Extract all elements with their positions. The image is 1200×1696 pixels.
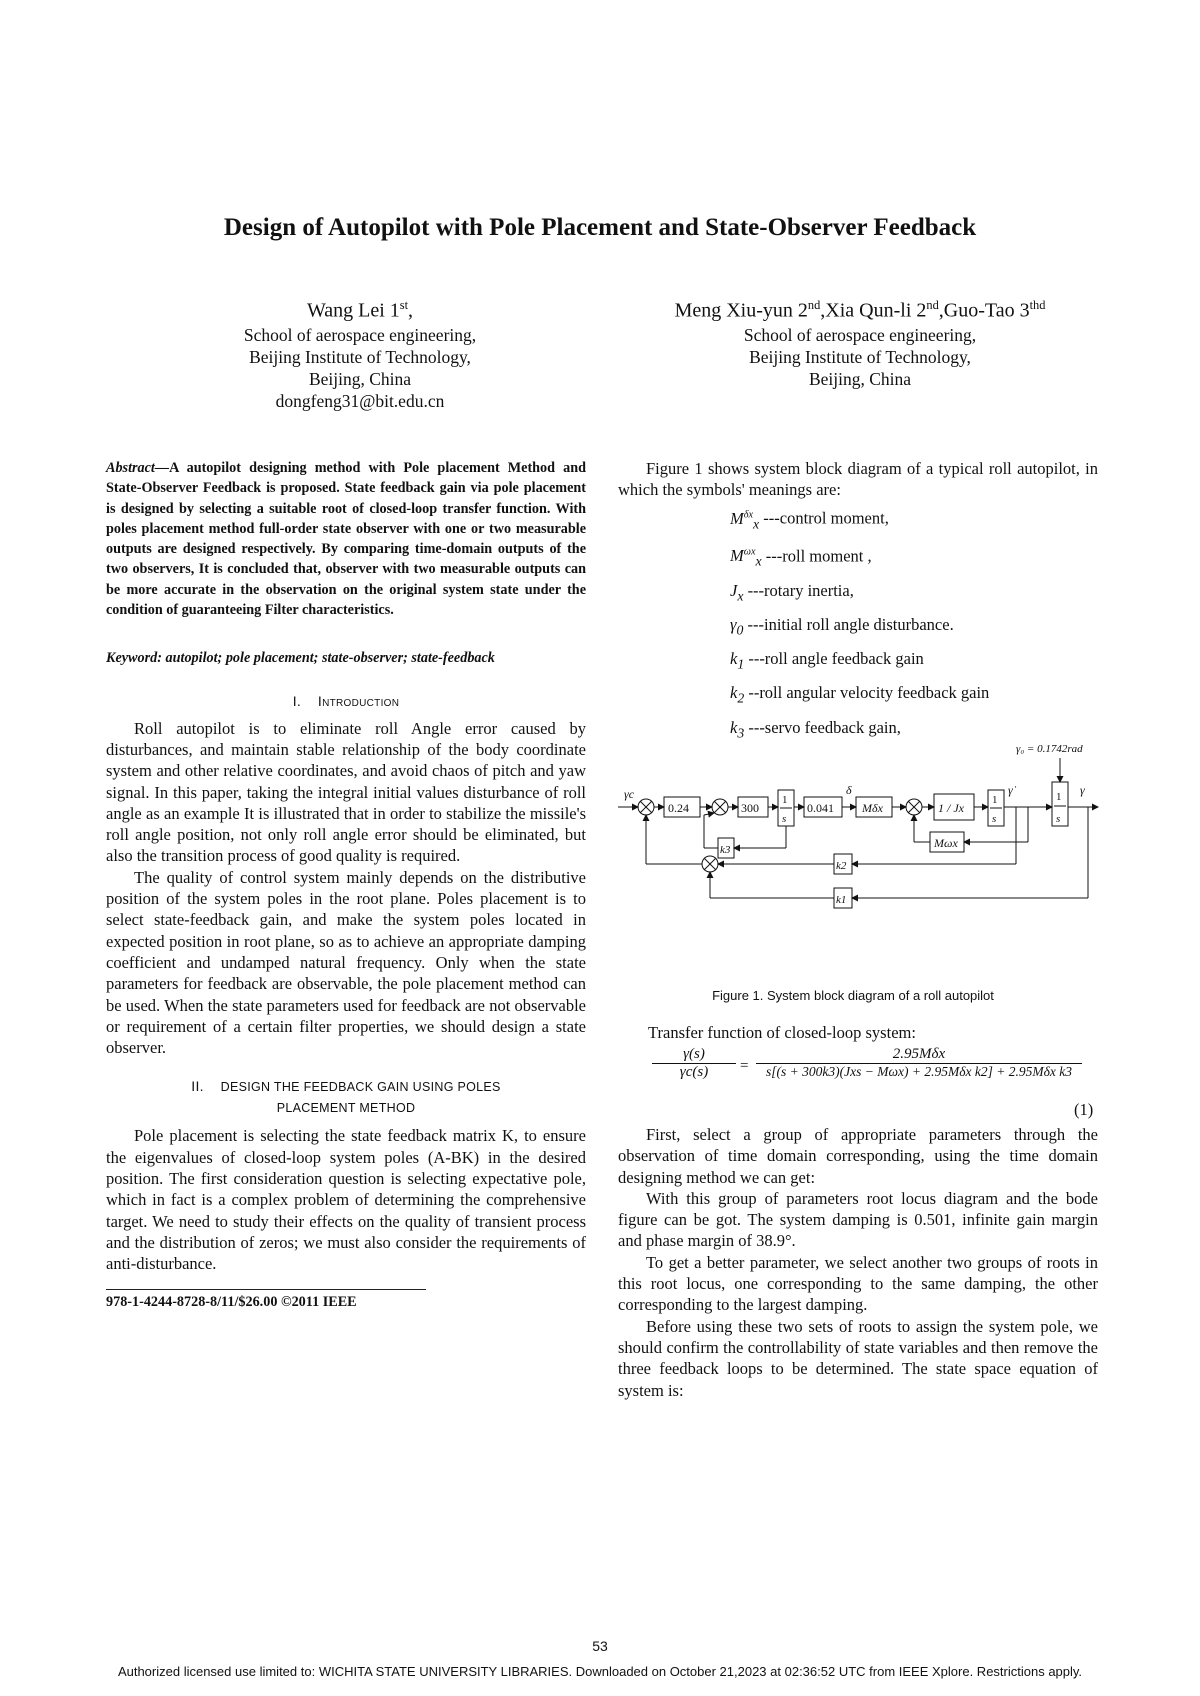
section-heading-2: II. DESIGN THE FEEDBACK GAIN USING POLES PLACEMENT METHOD	[191, 1078, 501, 1116]
eq-rhs	[756, 1046, 1082, 1080]
paragraph: First, select a group of appropriate parameters through the observation of time domain corresponding, using the time domain designing method we can get:	[618, 1125, 1098, 1187]
k3-label: k3	[720, 844, 731, 856]
license-notice: Authorized licensed use limited to: WICHITA STATE UNIVERSITY LIBRARIES. Downloaded on October 21,2023 at 02:36:52 UTC from IEEE Xplore. Restrictions apply.	[117, 1664, 1083, 1679]
symbol-item: $\gamma_0$ ---initial roll angle disturbance.	[730, 614, 954, 638]
section-1-body	[106, 718, 586, 1059]
summing-junction-3	[906, 799, 922, 815]
page-number: 53	[592, 1638, 608, 1654]
summing-junction-1	[638, 799, 654, 815]
gamma-dot-label: γ̇	[1008, 783, 1013, 797]
affiliation-line: School of aerospace engineering,	[243, 324, 477, 345]
gain-3-label: 0.041	[807, 801, 834, 815]
section-2-body	[106, 1125, 586, 1274]
footnote-divider	[106, 1289, 426, 1290]
delta-label: δ	[846, 783, 852, 797]
symbol-list	[730, 500, 1100, 747]
author-name-1: Wang Lei 1st,	[306, 298, 414, 322]
symbol-item: $k_2$ --roll angular velocity feedback gain	[730, 683, 990, 706]
section-heading-1: I. Introduction	[292, 692, 400, 709]
copyright-notice: 978-1-4244-8728-8/11/$26.00 ©2011 IEEE	[106, 1293, 357, 1310]
k1-label: k1	[836, 894, 847, 906]
inertia-label: 1 / Jx	[938, 801, 964, 815]
integrator-num: 1	[992, 794, 998, 806]
right-column-intro	[618, 458, 1098, 501]
author-block-1	[170, 292, 550, 412]
gain-2-label: 300	[741, 801, 759, 815]
paragraph: Roll autopilot is to eliminate roll Angle error caused by disturbances, and maintain stable relationship of the body coordinate system and other relative coordinates, and avoid chaos of pitch and yaw signal. In this paper, taking the integral initial values disturbance of roll angle as an example It is illustrated that in order to stabilize the missile's roll angle position, not only roll angle error should be eliminated, but also the transition process of good quality is required.	[106, 718, 586, 866]
abstract: Abstract—A autopilot designing method with Pole placement Method and State-Observer Feedback is proposed. State feedback gain via pole placement is designed by selecting a suitable root of closed-loop transfer function. With poles placement method full-order state observer with one or two measurable outputs are designed respectively. By comparing time-domain outputs of the two observers, It is concluded that, observer with two measurable outputs can be more accurate in the observation on the original system state under the condition of guaranteeing Filter characteristics.	[106, 460, 586, 619]
block-diagram	[618, 736, 1104, 926]
disturbance-label: γ₀ = 0.1742rad	[1016, 743, 1083, 755]
eq-lhs-num: γ(s)	[683, 1046, 705, 1062]
author-block-2	[630, 292, 1090, 390]
integrator-den: s	[1056, 813, 1061, 825]
affiliation-line: School of aerospace engineering,	[743, 324, 977, 345]
paragraph: To get a better parameter, we select another two groups of roots in this root locus, one corresponding to the same damping, the other corresponding to the largest damping.	[618, 1252, 1098, 1315]
summing-junction-4	[702, 856, 718, 872]
paragraph: Figure 1 shows system block diagram of a typical roll autopilot, in which the symbols' meanings are:	[618, 459, 1098, 500]
symbol-item: $M^{\delta x}_x$ ---control moment,	[730, 508, 889, 531]
integrator-den: s	[782, 813, 787, 825]
eq-lhs-den: γc(s)	[652, 1063, 736, 1081]
integrator-den: s	[992, 813, 997, 825]
paragraph: Pole placement is selecting the state feedback matrix K, to ensure the eigenvalues of closed-loop system poles (A-BK) in the desired position. The first consideration question is selecting expectative pole, which in fact is a complex problem of determining the comprehensive target. We need to study their effects on the quality of transient process and the distribution of zeros; we must also consider the requirements of anti-disturbance.	[106, 1126, 586, 1274]
paragraph: The quality of control system mainly depends on the distributive position of the system poles in the root plane. Poles placement is to select state-feedback gain, and make the system poles located in expected position in root plane, so as to achieve an appropriate damping coefficient and undamped natural frequency. Only when the state parameters for feedback are observable, the pole placement method can be used. When the state parameters used for feedback are not observable or requirement of a certain filter properties, we should design a state observer.	[106, 867, 586, 1058]
integrator-num: 1	[782, 794, 788, 806]
k2-label: k2	[836, 860, 847, 872]
paragraph: Before using these two sets of roots to assign the system pole, we should confirm the controllability of state variables and then remove the three feedback loops to be determined. The state space equation of system is:	[618, 1316, 1098, 1400]
control-moment-label: Mδx	[862, 801, 883, 815]
figure-caption: Figure 1. System block diagram of a roll autopilot	[712, 988, 994, 1003]
output-label: γ	[1080, 783, 1085, 797]
eq-equals: =	[740, 1058, 749, 1074]
eq-lhs	[652, 1046, 736, 1081]
symbol-item: $M^{\omega x}_x$ ---roll moment ,	[730, 546, 872, 569]
input-label: γc	[624, 787, 635, 801]
affiliation-line: Beijing Institute of Technology,	[749, 346, 971, 367]
affiliation-line: Beijing, China	[808, 368, 912, 389]
author-email: dongfeng31@bit.edu.cn	[275, 390, 445, 411]
eq-rhs-num: 2.95Mδx	[892, 1046, 946, 1062]
affiliation-line: Beijing Institute of Technology,	[249, 346, 471, 367]
gain-1-label: 0.24	[668, 801, 689, 815]
eq-rhs-den: s[(s + 300k3)(Jxs − Mωx) + 2.95Mδx k2] + 2.95Mδx k3	[756, 1063, 1082, 1080]
summing-junction-2	[712, 799, 728, 815]
symbol-item: $k_1$ ---roll angle feedback gain	[730, 649, 924, 672]
paragraph: With this group of parameters root locus diagram and the bode figure can be got. The system damping is 0.501, infinite gain margin and phase margin of 38.9°.	[618, 1188, 1098, 1251]
right-column-body	[618, 1124, 1098, 1401]
equation-number: (1)	[1074, 1100, 1094, 1119]
integrator-num: 1	[1056, 791, 1062, 803]
keywords: Keyword: autopilot; pole placement; state-observer; state-feedback	[106, 650, 495, 667]
author-name-2: Meng Xiu-yun 2nd,Xia Qun-li 2nd,Guo-Tao $3^{thd}$	[674, 298, 1046, 322]
symbol-item: $J_x$ ---rotary inertia,	[730, 580, 854, 603]
symbol-item: $k_3$ ---servo feedback gain,	[730, 717, 901, 741]
affiliation-line: Beijing, China	[308, 368, 412, 389]
left-column	[106, 458, 586, 1311]
paper-title: Design of Autopilot with Pole Placement and State-Observer Feedback	[223, 214, 977, 241]
roll-moment-label: Mωx	[934, 836, 958, 850]
tf-intro: Transfer function of closed-loop system:	[648, 1023, 916, 1042]
